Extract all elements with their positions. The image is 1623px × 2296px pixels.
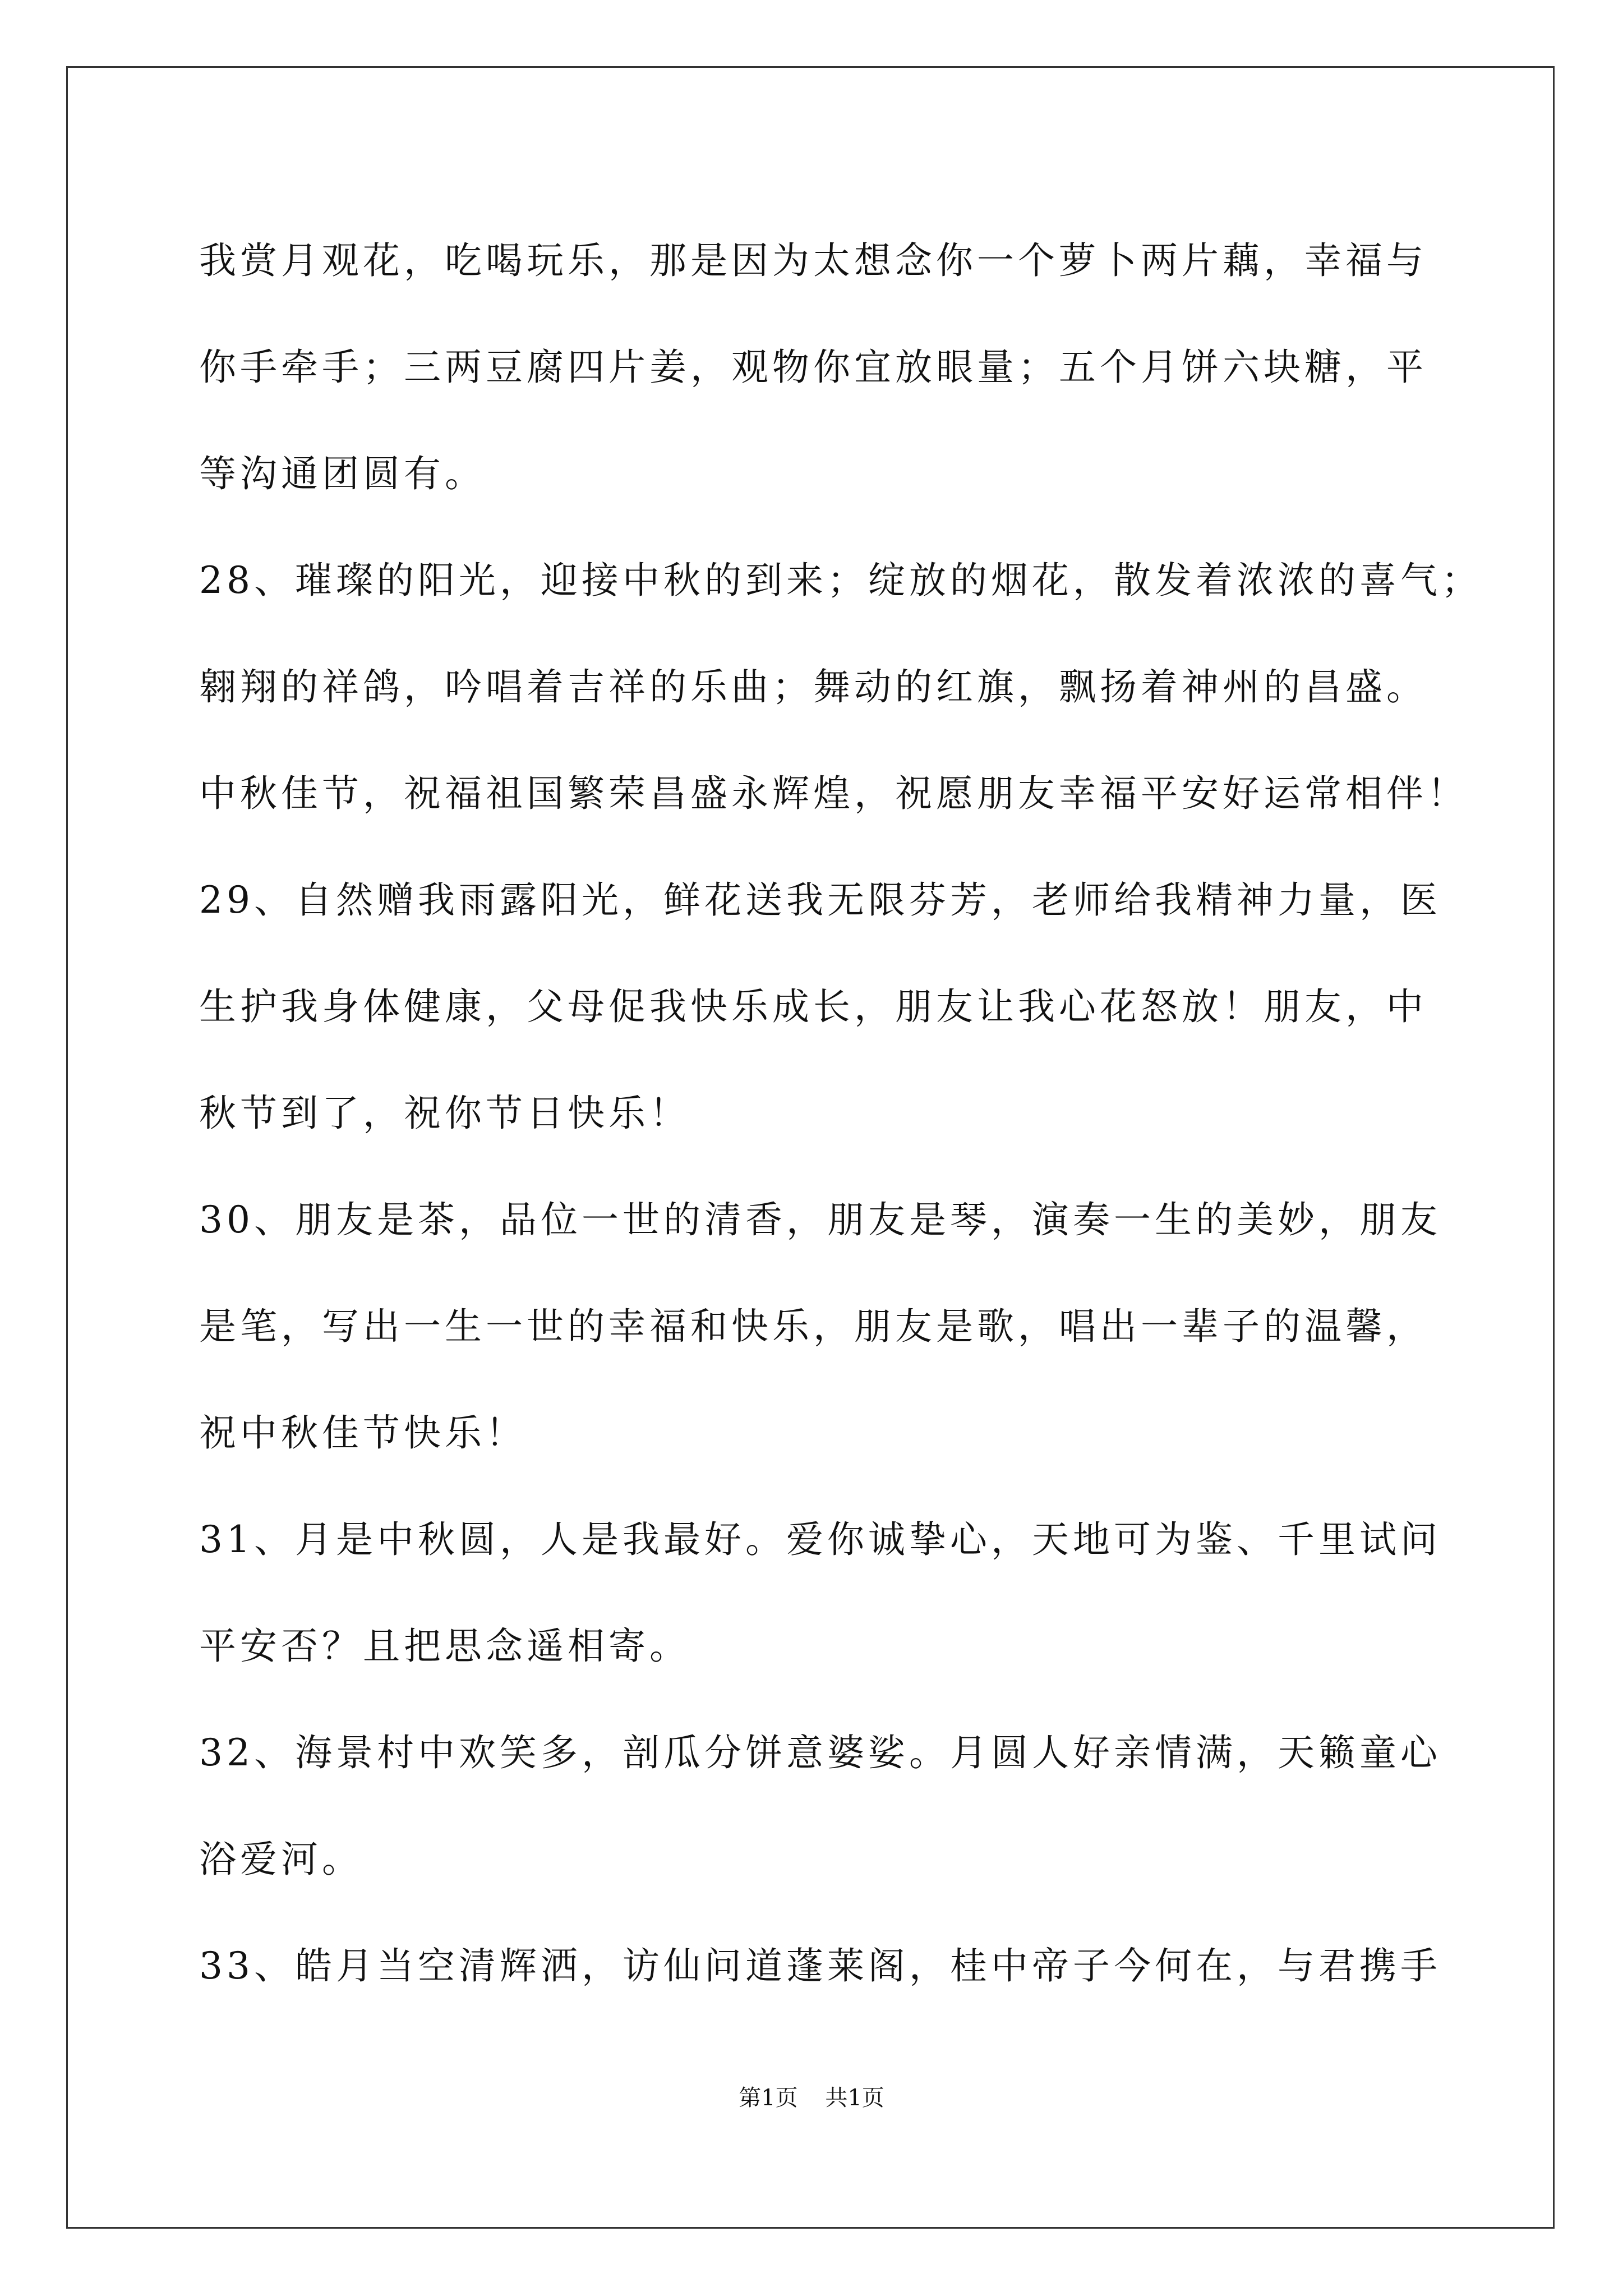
text-line: 28、璀璨的阳光，迎接中秋的到来；绽放的烟花，散发着浓浓的喜气； <box>199 559 1482 602</box>
text-line: 浴爱河。 <box>199 1838 363 1881</box>
page-footer <box>0 2081 1623 2115</box>
text-line: 32、海景村中欢笑多，剖瓜分饼意婆娑。月圆人好亲情满，天籁童心 <box>199 1731 1441 1774</box>
text-line: 生护我身体健康，父母促我快乐成长，朋友让我心花怒放！朋友，中 <box>199 985 1427 1028</box>
text-line: 31、月是中秋圆，人是我最好。爱你诚挚心，天地可为鉴、千里试问 <box>199 1518 1441 1561</box>
text-line: 33、皓月当空清辉洒，访仙问道蓬莱阁，桂中帝子今何在，与君携手 <box>199 1944 1441 1987</box>
text-line: 是笔，写出一生一世的幸福和快乐，朋友是歌，唱出一辈子的温馨， <box>199 1305 1427 1348</box>
text-line: 祝中秋佳节快乐！ <box>199 1411 527 1455</box>
page-number-current: 第1页 <box>739 2085 798 2111</box>
text-line: 29、自然赠我雨露阳光，鲜花送我无限芬芳，老师给我精神力量，医 <box>199 878 1441 922</box>
page-number-total: 共1页 <box>825 2085 884 2111</box>
text-line: 你手牵手；三两豆腐四片姜，观物你宜放眼量；五个月饼六块糖，平 <box>199 346 1427 389</box>
text-line: 翱翔的祥鸽，吟唱着吉祥的乐曲；舞动的红旗，飘扬着神州的昌盛。 <box>199 665 1427 708</box>
text-line: 30、朋友是茶，品位一世的清香，朋友是琴，演奏一生的美妙，朋友 <box>199 1198 1441 1241</box>
text-line: 等沟通团圆有。 <box>199 452 486 495</box>
text-line: 秋节到了，祝你节日快乐！ <box>199 1092 690 1135</box>
document-body <box>199 208 1482 2019</box>
text-line: 我赏月观花，吃喝玩乐，那是因为太想念你一个萝卜两片藕，幸福与 <box>199 239 1427 282</box>
text-line: 平安否？且把思念遥相寄。 <box>199 1625 690 1668</box>
text-line: 中秋佳节，祝福祖国繁荣昌盛永辉煌，祝愿朋友幸福平安好运常相伴！ <box>199 772 1468 815</box>
